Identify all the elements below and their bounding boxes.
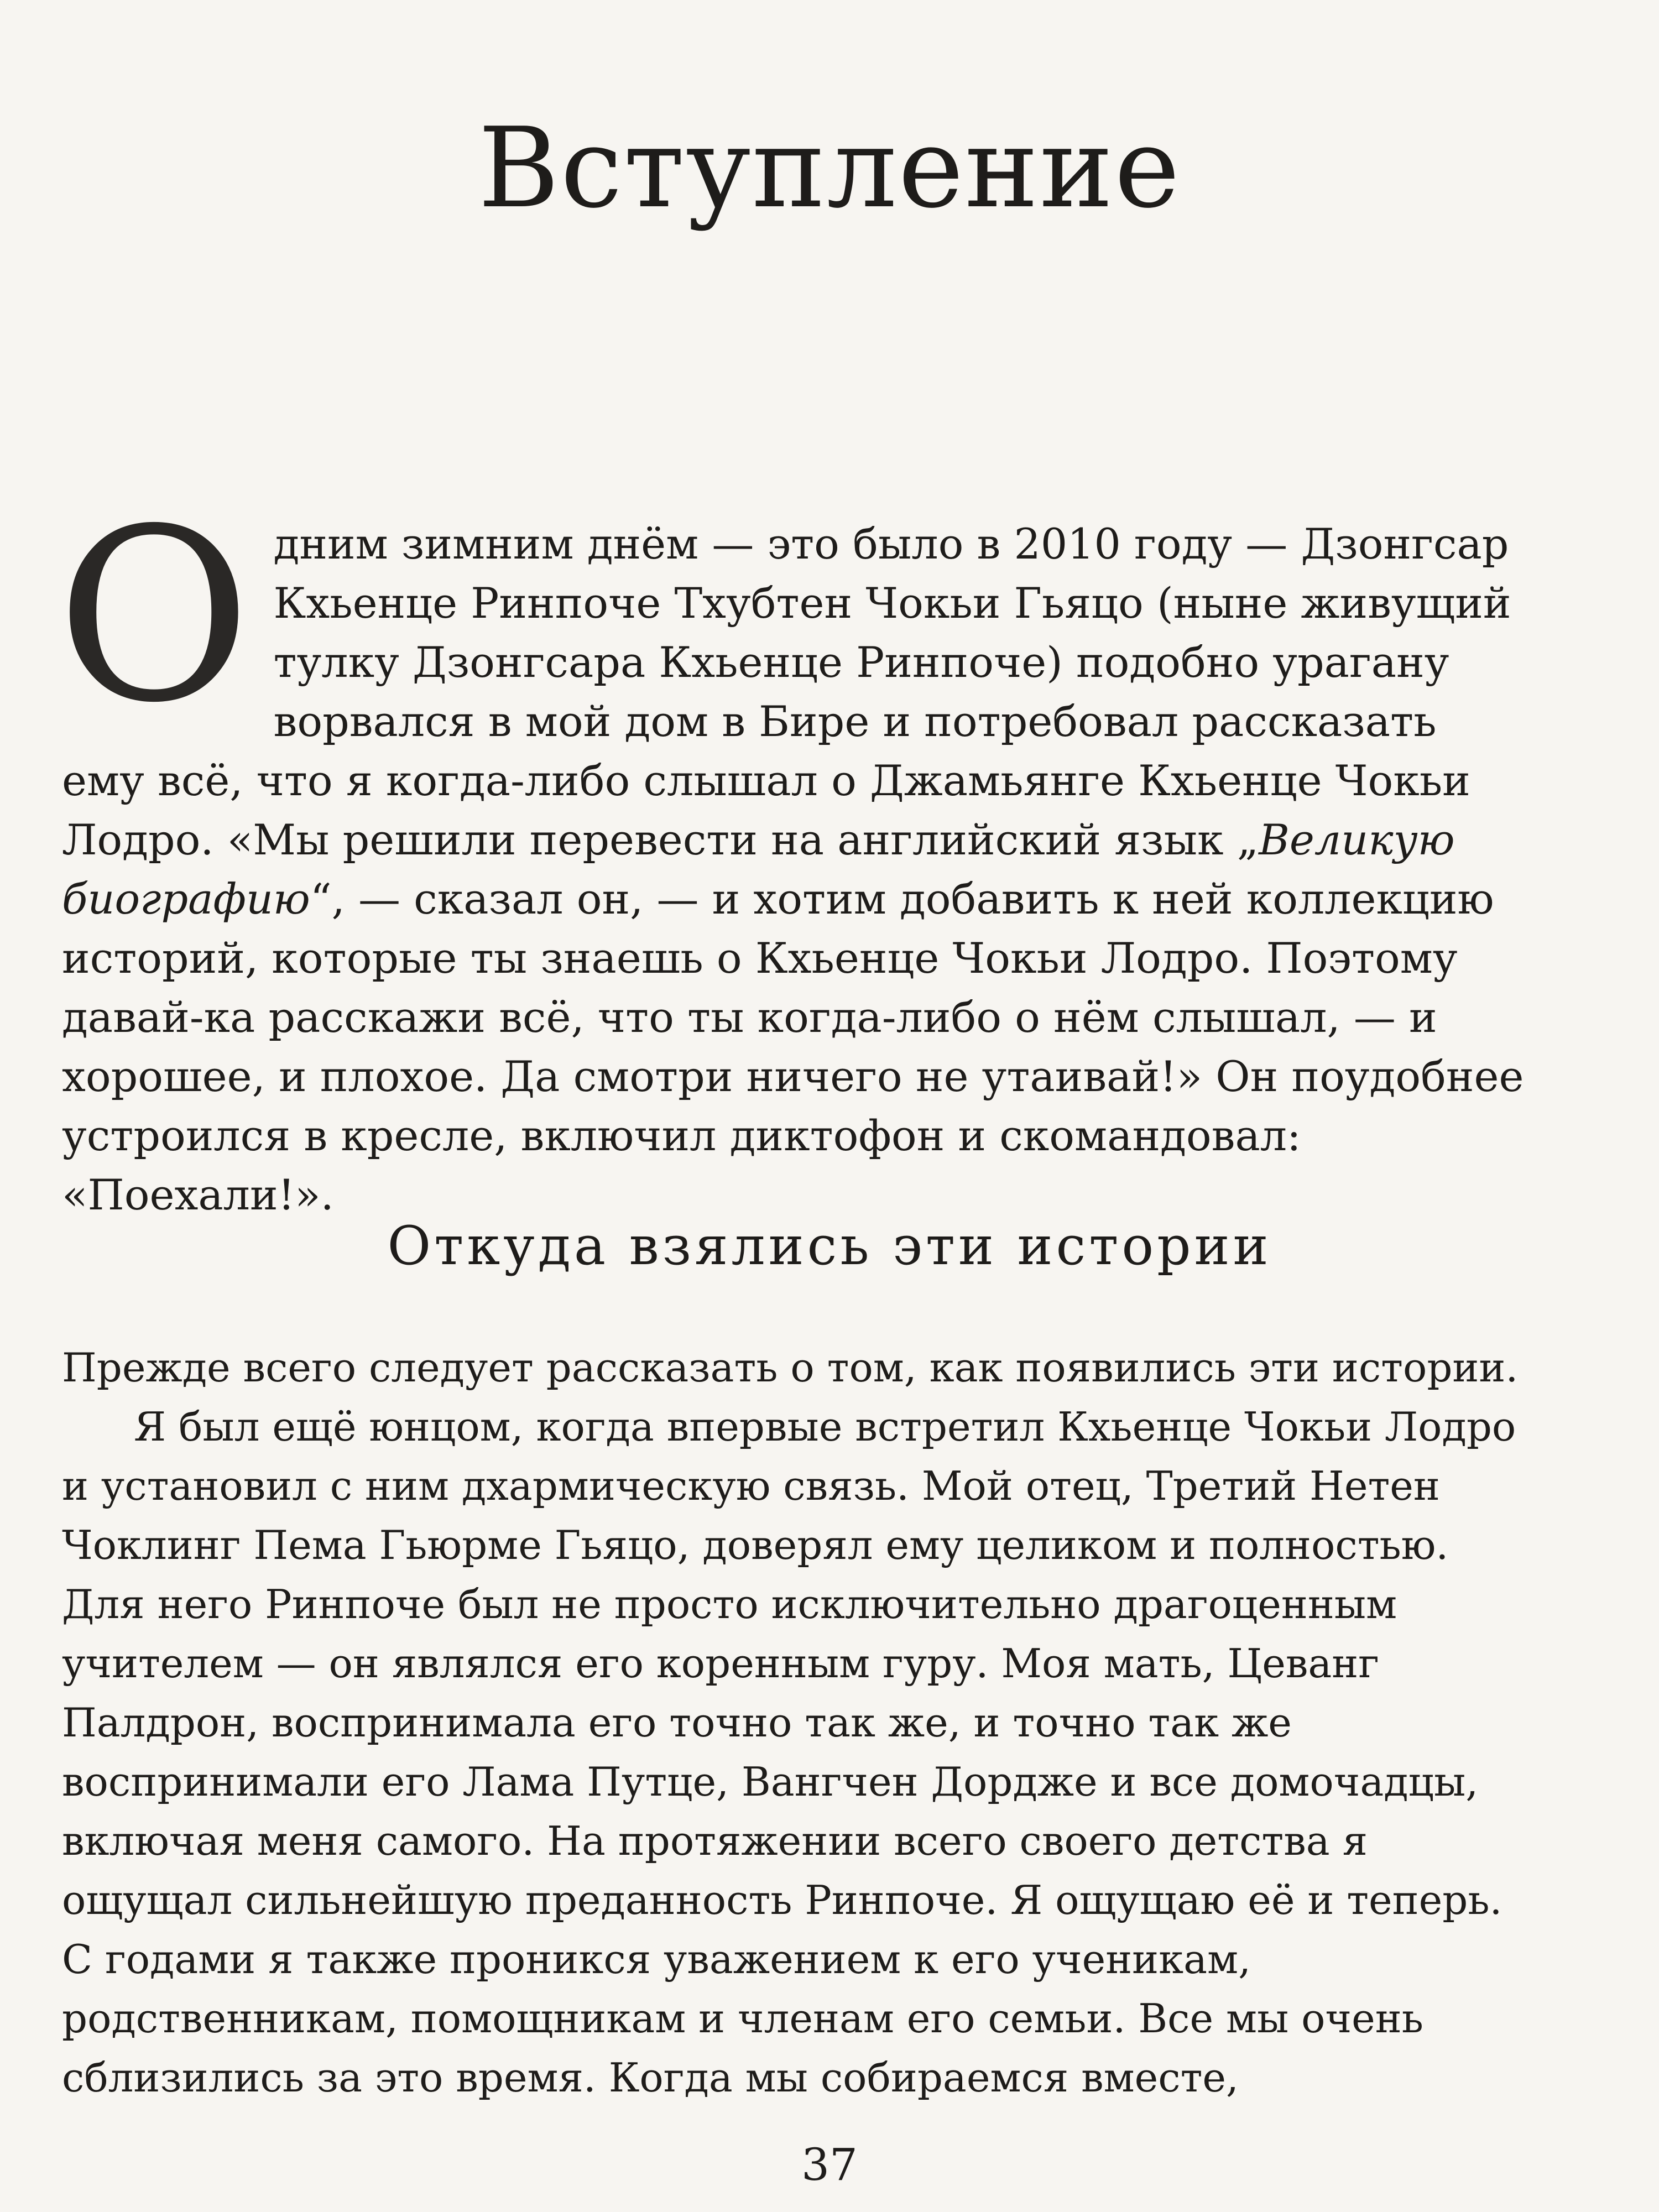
section-body bbox=[62, 1338, 1527, 2107]
book-title-italic: Великую биографию bbox=[62, 815, 1455, 924]
intro-text-start: дним зимним днём — это было в 2010 году — Дзонгсар Кхьенце Ринпоче Тхубтен Чокьи Гьяцо (ныне живущий тулку Дзонгсара Кхьенце Ринпоче) подобно урагану ворвался в мой дом в Бире и потребовал рассказать ему всё, что я когда-либо слышал о Джамьянге Кхьенце Чокьи Лодро. «Мы решили перевести на английский язык „ bbox=[62, 519, 1511, 864]
chapter-title: Вступление bbox=[478, 104, 1181, 233]
intro-paragraph bbox=[56, 478, 1527, 1224]
drop-cap: О bbox=[56, 478, 252, 755]
paragraph-2: Я был ещё юнцом, когда впервые встретил Кхьенце Чокьи Лодро и установил с ним дхармическую связь. Мой отец, Третий Нетен Чоклинг Пема Гьюрме Гьяцо, доверял ему целиком и полностью. Для него Ринпоче был не просто исключительно драгоценным учителем — он являлся его коренным гуру. Моя мать, Цеванг Палдрон, воспринимала его точно так же, и точно так же воспринимали его Лама Путце, Вангчен Дордже и все домочадцы, включая меня самого. На протяжении всего своего детства я ощущал сильнейшую преданность Ринпоче. Я ощущаю её и теперь. С годами я также проникся уважением к его ученикам, родственникам, помощникам и членам его семьи. Все мы очень сблизились за это время. Когда мы собираемся вместе, bbox=[62, 1404, 1516, 2101]
intro-text-end: “, — сказал он, — и хотим добавить к ней коллекцию историй, которые ты знаешь о Кхьенце Чокьи Лодро. Поэтому давай-ка расскажи всё, что ты когда-либо о нём слышал, — и хорошее, и плохое. Да смотри ничего не утаивай!» Он поудобнее устроился в кресле, включил диктофон и скомандовал: «Поехали!». bbox=[62, 874, 1524, 1219]
section-title: Откуда взялись эти истории bbox=[387, 1215, 1272, 1277]
page-number: 37 bbox=[801, 2139, 858, 2190]
paragraph-1: Прежде всего следует рассказать о том, как появились эти истории. bbox=[62, 1344, 1519, 1391]
